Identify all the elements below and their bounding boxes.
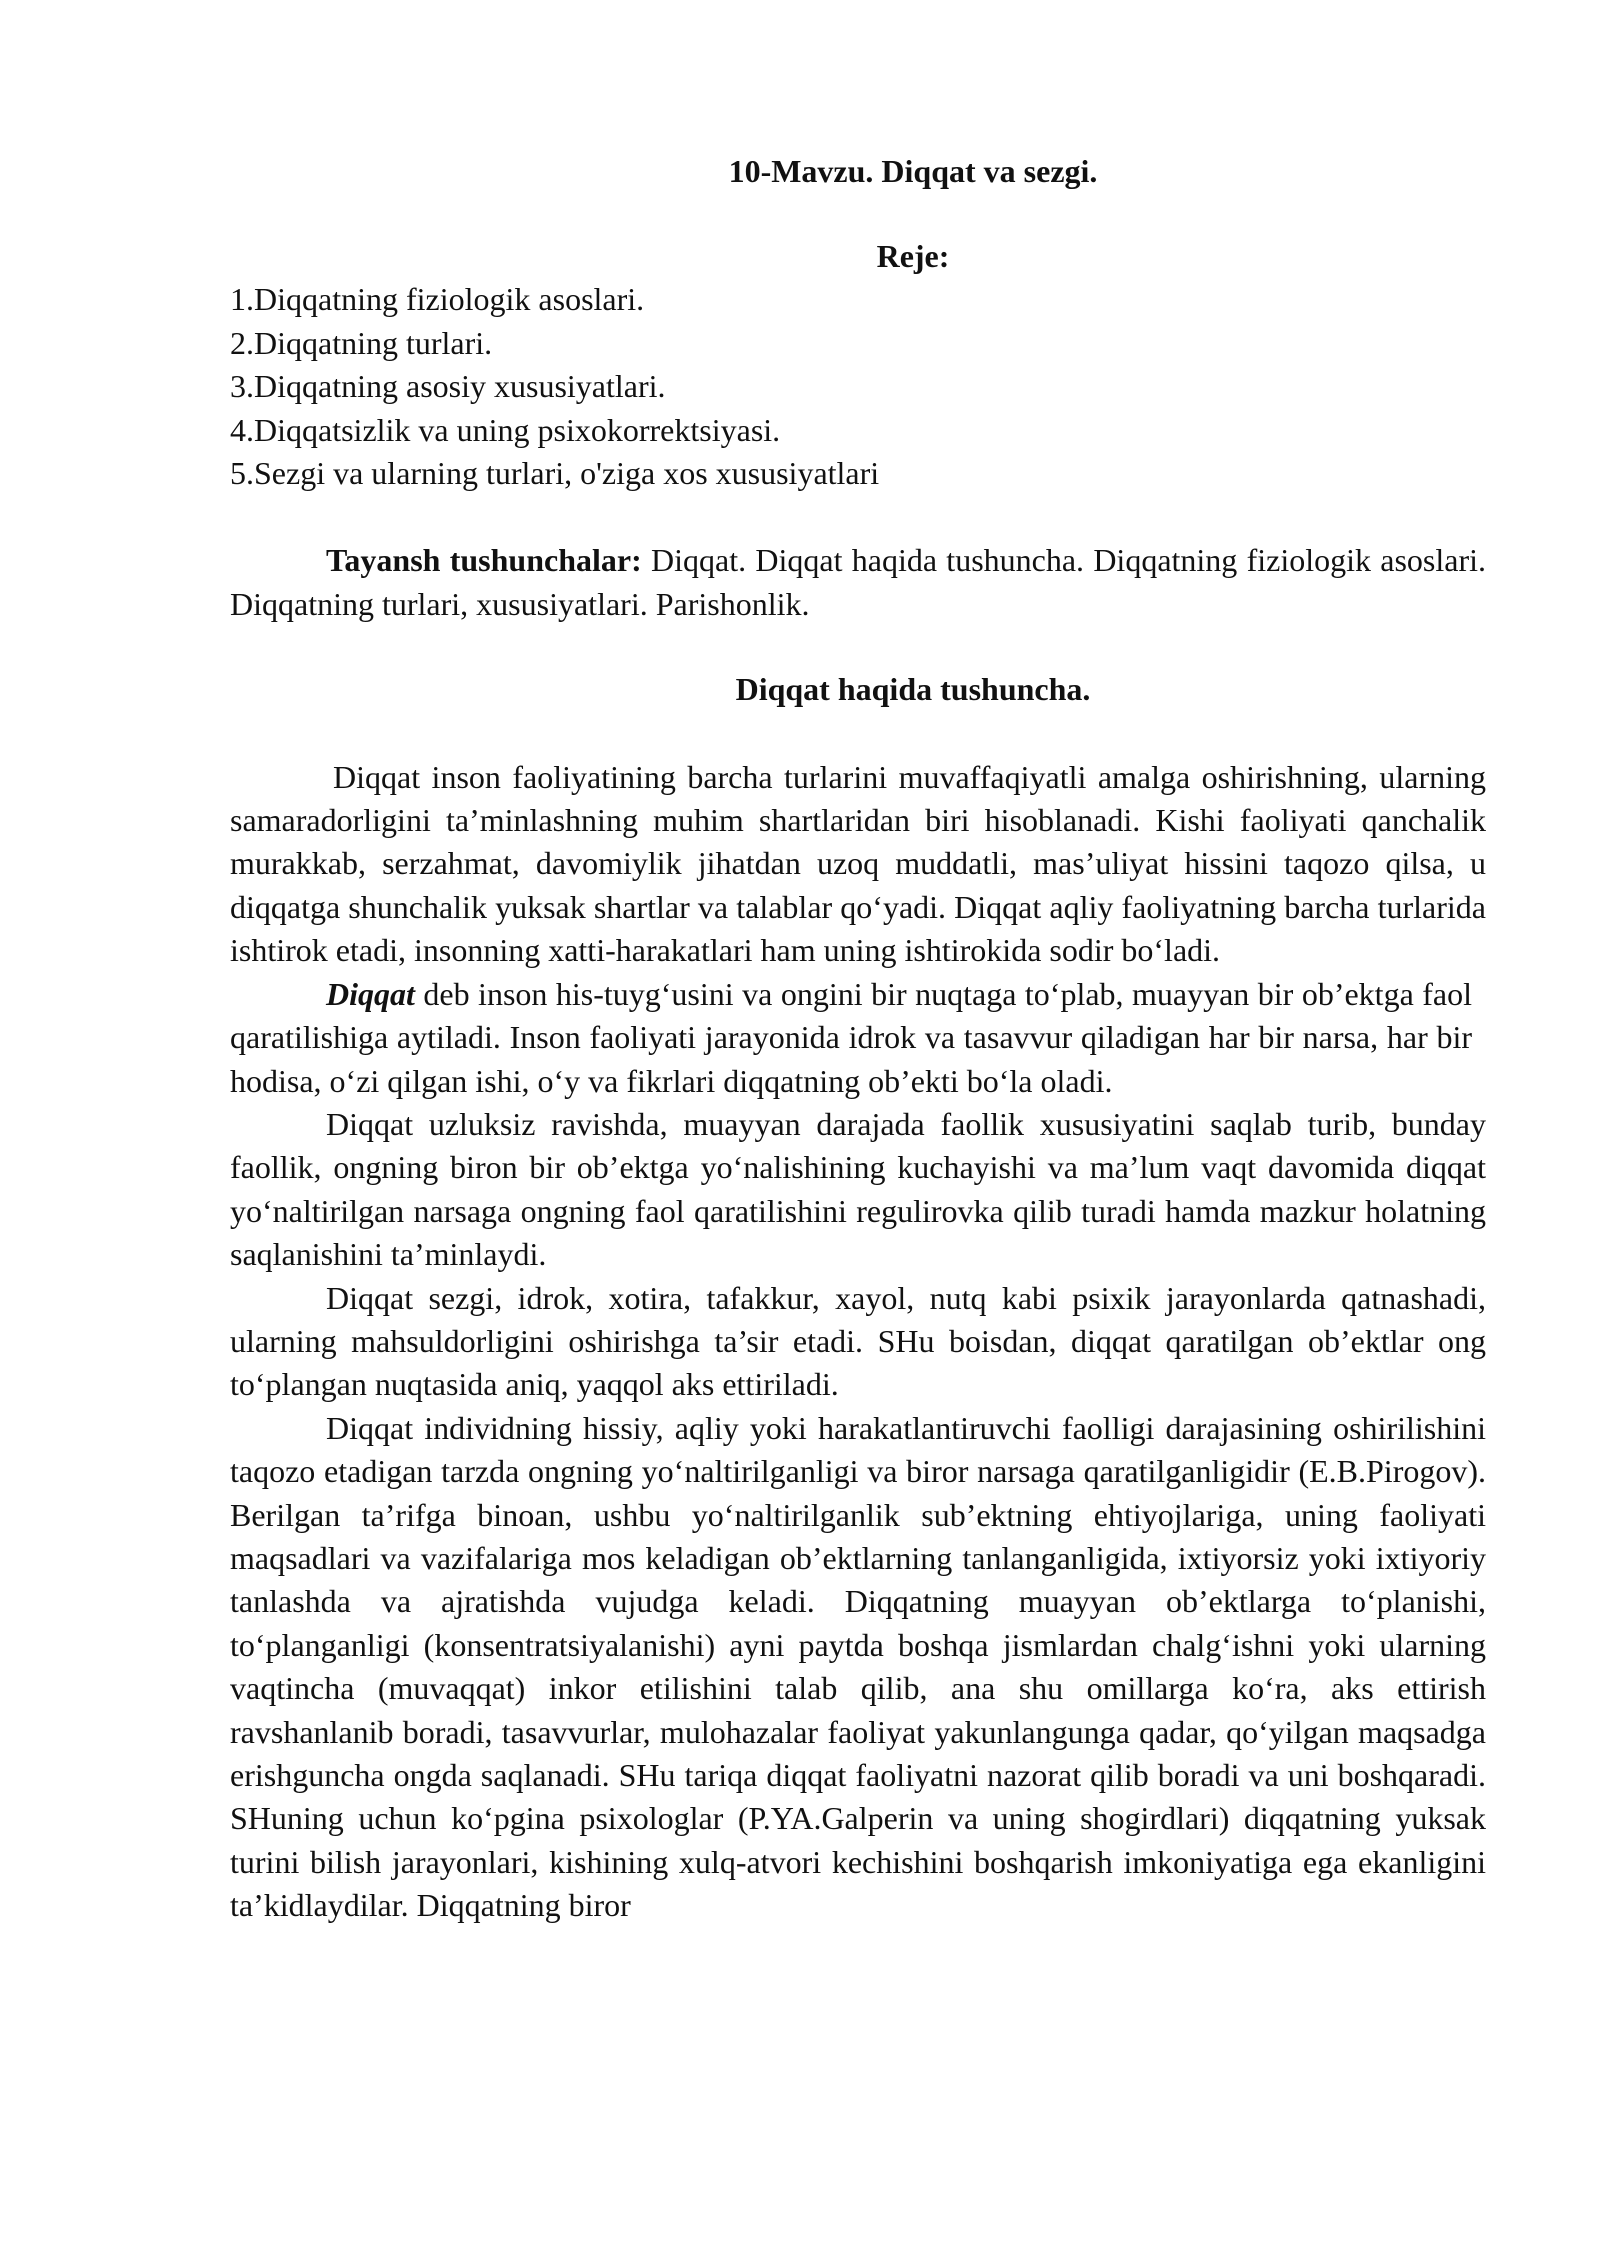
plan-list	[230, 278, 1486, 495]
keywords-paragraph	[230, 539, 1486, 626]
plan-heading: Reje:	[876, 238, 950, 274]
defined-term: Diqqat	[326, 975, 415, 1012]
plan-item: 4.Diqqatsizlik va uning psixokorrektsiyasi.	[230, 411, 781, 448]
body-paragraph-1: Diqqat inson faoliyatining barcha turlarini muvaffaqiyatli amalga oshirishning, ularning samaradorligini ta’minlashning muhim shartlaridan biri hisoblanadi. Kishi faoliyati qanchalik murakkab, serzahmat, davomiylik jihatdan uzoq muddatli, mas’uliyat hissini taqozo qilsa, u diqqatga shunchalik yuksak shartlar va talablar qo‘yadi. Diqqat aqliy faoliyatning barcha turlarida ishtirok etadi, insonning xatti-harakatlari ham uning ishtirokida sodir bo‘ladi.	[230, 758, 1486, 969]
document-page	[230, 150, 1486, 1928]
plan-item: 2.Diqqatning turlari.	[230, 324, 493, 361]
body-paragraph-4: Diqqat sezgi, idrok, xotira, tafakkur, xayol, nutq kabi psixik jarayonlarda qatnashadi, ularning mahsuldorligini oshirishga ta’sir etadi. SHu boisdan, diqqat qaratilgan ob’ektlar ong to‘plangan nuqtasida aniq, yaqqol aks ettiriladi.	[230, 1279, 1486, 1403]
section-title: Diqqat haqida tushuncha.	[735, 671, 1091, 708]
plan-item: 3.Diqqatning asosiy xususiyatlari.	[230, 368, 666, 405]
document-title: 10-Mavzu. Diqqat va sezgi.	[728, 153, 1098, 189]
definition-text: deb inson his-tuyg‘usini va ongini bir nuqtaga to‘plab, muayyan bir ob’ektga faol qaratilishiga aytiladi. Inson faoliyati jarayonida idrok va tasavvur qiladigan har bir narsa, har bir hodisa, o‘zi qilgan ishi, o‘y va fikrlari diqqatning ob’ekti bo‘la oladi.	[230, 975, 1472, 1099]
keywords-text: Diqqat. Diqqat haqida tushuncha. Diqqatning fiziologik asoslari. Diqqatning turlari, xususiyatlari. Parishonlik.	[230, 542, 1487, 622]
body-paragraph-5: Diqqat individning hissiy, aqliy yoki harakatlantiruvchi faolligi darajasining oshirilishini taqozo etadigan tarzda ongning yo‘naltirilganligi va biror narsaga qaratilganligidir (E.B.Pirogov). Berilgan ta’rifga binoan, ushbu yo‘naltirilganlik sub’ektning ehtiyojlariga, uning faoliyati maqsadlari va vazifalariga mos keladigan ob’ektlarning tanlanganligida, ixtiyorsiz yoki ixtiyoriy tanlashda va ajratishda vujudga keladi. Diqqatning muayyan ob’ektlarga to‘planishi, to‘planganligi (konsentratsiyalanishi) ayni paytda boshqa jismlardan chalg‘ishni yoki ularning vaqtincha (muvaqqat) inkor etilishini talab qilib, ana shu omillarga ko‘ra, aks ettirish ravshanlanib boradi, tasavvurlar, mulohazalar faoliyat yakunlangunga qadar, qo‘yilgan maqsadga erishguncha ongda saqlanadi. SHu tariqa diqqat faoliyatni nazorat qilib boradi va uni boshqaradi. SHuning uchun ko‘pgina psixologlar (P.YA.Galperin va uning shogirdlari) diqqatning yuksak turini bilish jarayonlari, kishining xulq-atvori kechishini boshqarish imkoniyatiga ega ekanligini ta’kidlaydilar. Diqqatning biror	[230, 1409, 1486, 1924]
body-paragraph-3: Diqqat uzluksiz ravishda, muayyan darajada faollik xususiyatini saqlab turib, bunday faollik, ongning biron bir ob’ektga yo‘nalishining kuchayishi va ma’lum vaqt davomida diqqat yo‘naltirilgan narsaga ongning faol qaratilishini regulirovka qilib turadi hamda mazkur holatning saqlanishini ta’minlaydi.	[230, 1105, 1486, 1273]
keywords-label: Tayansh tushunchalar:	[326, 542, 642, 579]
plan-item: 5.Sezgi va ularning turlari, o'ziga xos xususiyatlari	[230, 455, 880, 492]
body-paragraph-2	[230, 973, 1486, 1103]
plan-item: 1.Diqqatning fiziologik asoslari.	[230, 281, 645, 318]
